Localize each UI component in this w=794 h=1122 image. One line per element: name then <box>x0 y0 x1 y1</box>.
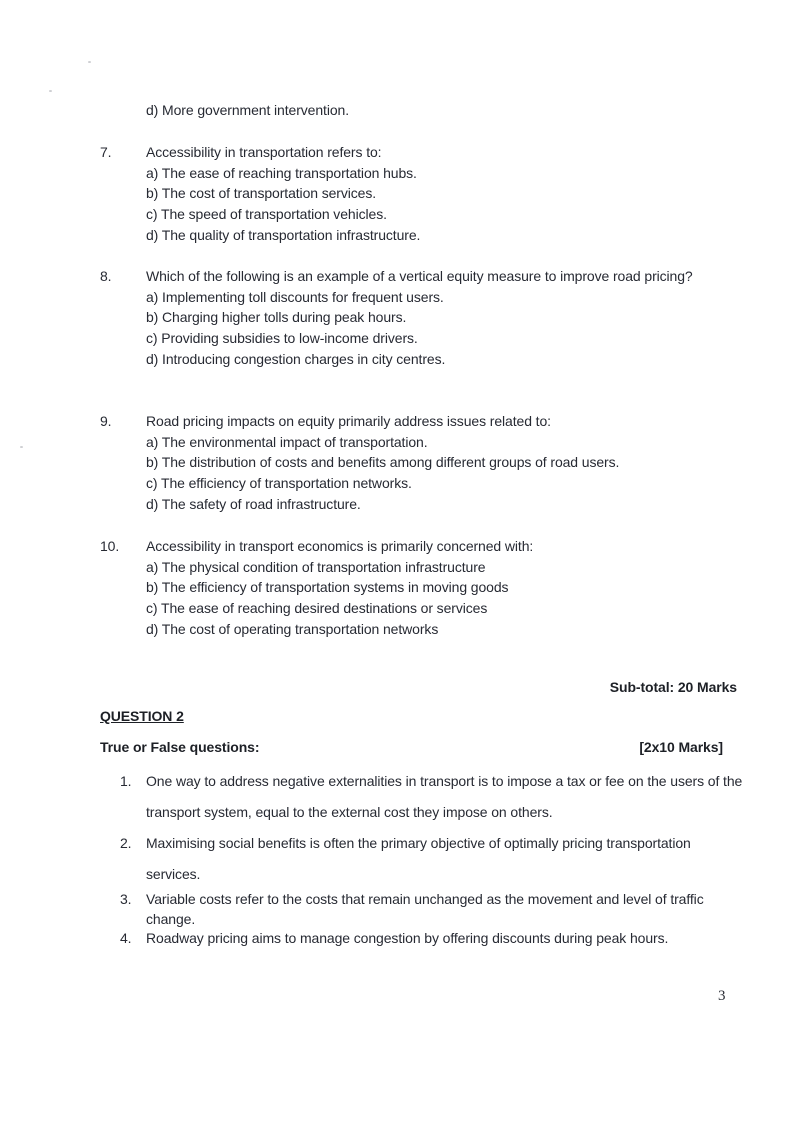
question-text: Accessibility in transportation refers to: <box>146 144 382 160</box>
tf-item-number: 3. <box>120 891 132 907</box>
question-number: 10. <box>100 538 120 554</box>
tf-item <box>120 890 746 929</box>
tf-item-number: 2. <box>120 835 132 851</box>
answer-option: d) More government intervention. <box>146 102 350 118</box>
answer-option: c) The efficiency of transportation networks. <box>146 475 412 492</box>
question-text: Which of the following is an example of a vertical equity measure to improve road pricing? <box>146 268 693 284</box>
scan-speck <box>88 61 91 63</box>
answer-option: c) Providing subsidies to low-income drivers. <box>146 330 418 347</box>
mcq-question-10 <box>100 536 740 640</box>
answer-option: d) The cost of operating transportation networks <box>146 620 439 637</box>
answer-option: a) The ease of reaching transportation hubs. <box>146 164 417 181</box>
scan-speck <box>20 446 23 448</box>
tf-item <box>120 766 746 828</box>
answer-option: b) The efficiency of transportation systems in moving goods <box>146 579 509 596</box>
tf-item-text: Maximising social benefits is often the primary objective of optimally pricing transportation services. <box>146 835 691 882</box>
answer-option: a) Implementing toll discounts for frequent users. <box>146 288 444 305</box>
section-subheading: True or False questions: <box>100 739 260 755</box>
answer-option: b) The cost of transportation services. <box>146 185 377 202</box>
tf-item-number: 1. <box>120 773 132 789</box>
answer-option: b) Charging higher tolls during peak hours. <box>146 309 407 326</box>
answer-option: a) The physical condition of transportation infrastructure <box>146 558 486 575</box>
answer-option: c) The ease of reaching desired destinations or services <box>146 600 488 617</box>
scan-speck <box>49 90 52 92</box>
tf-item-number: 4. <box>120 930 132 946</box>
answer-option: c) The speed of transportation vehicles. <box>146 206 387 223</box>
true-false-header <box>100 739 723 755</box>
answer-option: a) The environmental impact of transportation. <box>146 433 428 450</box>
mcq-question-8 <box>100 266 740 370</box>
question-number: 9. <box>100 413 112 429</box>
answer-option: d) Introducing congestion charges in city centres. <box>146 350 446 367</box>
section-heading: QUESTION 2 <box>100 708 184 724</box>
tf-item-text: One way to address negative externalities in transport is to impose a tax or fee on the users of the transport system, equal to the external cost they impose on others. <box>146 773 743 820</box>
true-false-list <box>120 766 746 949</box>
mcq-question-7 <box>100 142 740 246</box>
tf-item-text: Variable costs refer to the costs that remain unchanged as the movement and level of traffic change. <box>146 891 704 927</box>
tf-item <box>120 828 746 890</box>
mcq-question-9 <box>100 411 740 515</box>
section-marks: [2x10 Marks] <box>639 739 723 755</box>
subtotal-marks: Sub-total: 20 Marks <box>609 679 737 695</box>
question-number: 8. <box>100 268 112 284</box>
answer-option: d) The safety of road infrastructure. <box>146 495 361 512</box>
question-number: 7. <box>100 144 112 160</box>
page-number: 3 <box>718 988 726 1004</box>
question-text: Accessibility in transport economics is primarily concerned with: <box>146 538 534 554</box>
question-text: Road pricing impacts on equity primarily address issues related to: <box>146 413 551 429</box>
answer-option: b) The distribution of costs and benefits among different groups of road users. <box>146 454 620 471</box>
tf-item-text: Roadway pricing aims to manage congestion by offering discounts during peak hours. <box>146 930 669 946</box>
tf-item <box>120 929 746 949</box>
answer-option: d) The quality of transportation infrastructure. <box>146 226 421 243</box>
